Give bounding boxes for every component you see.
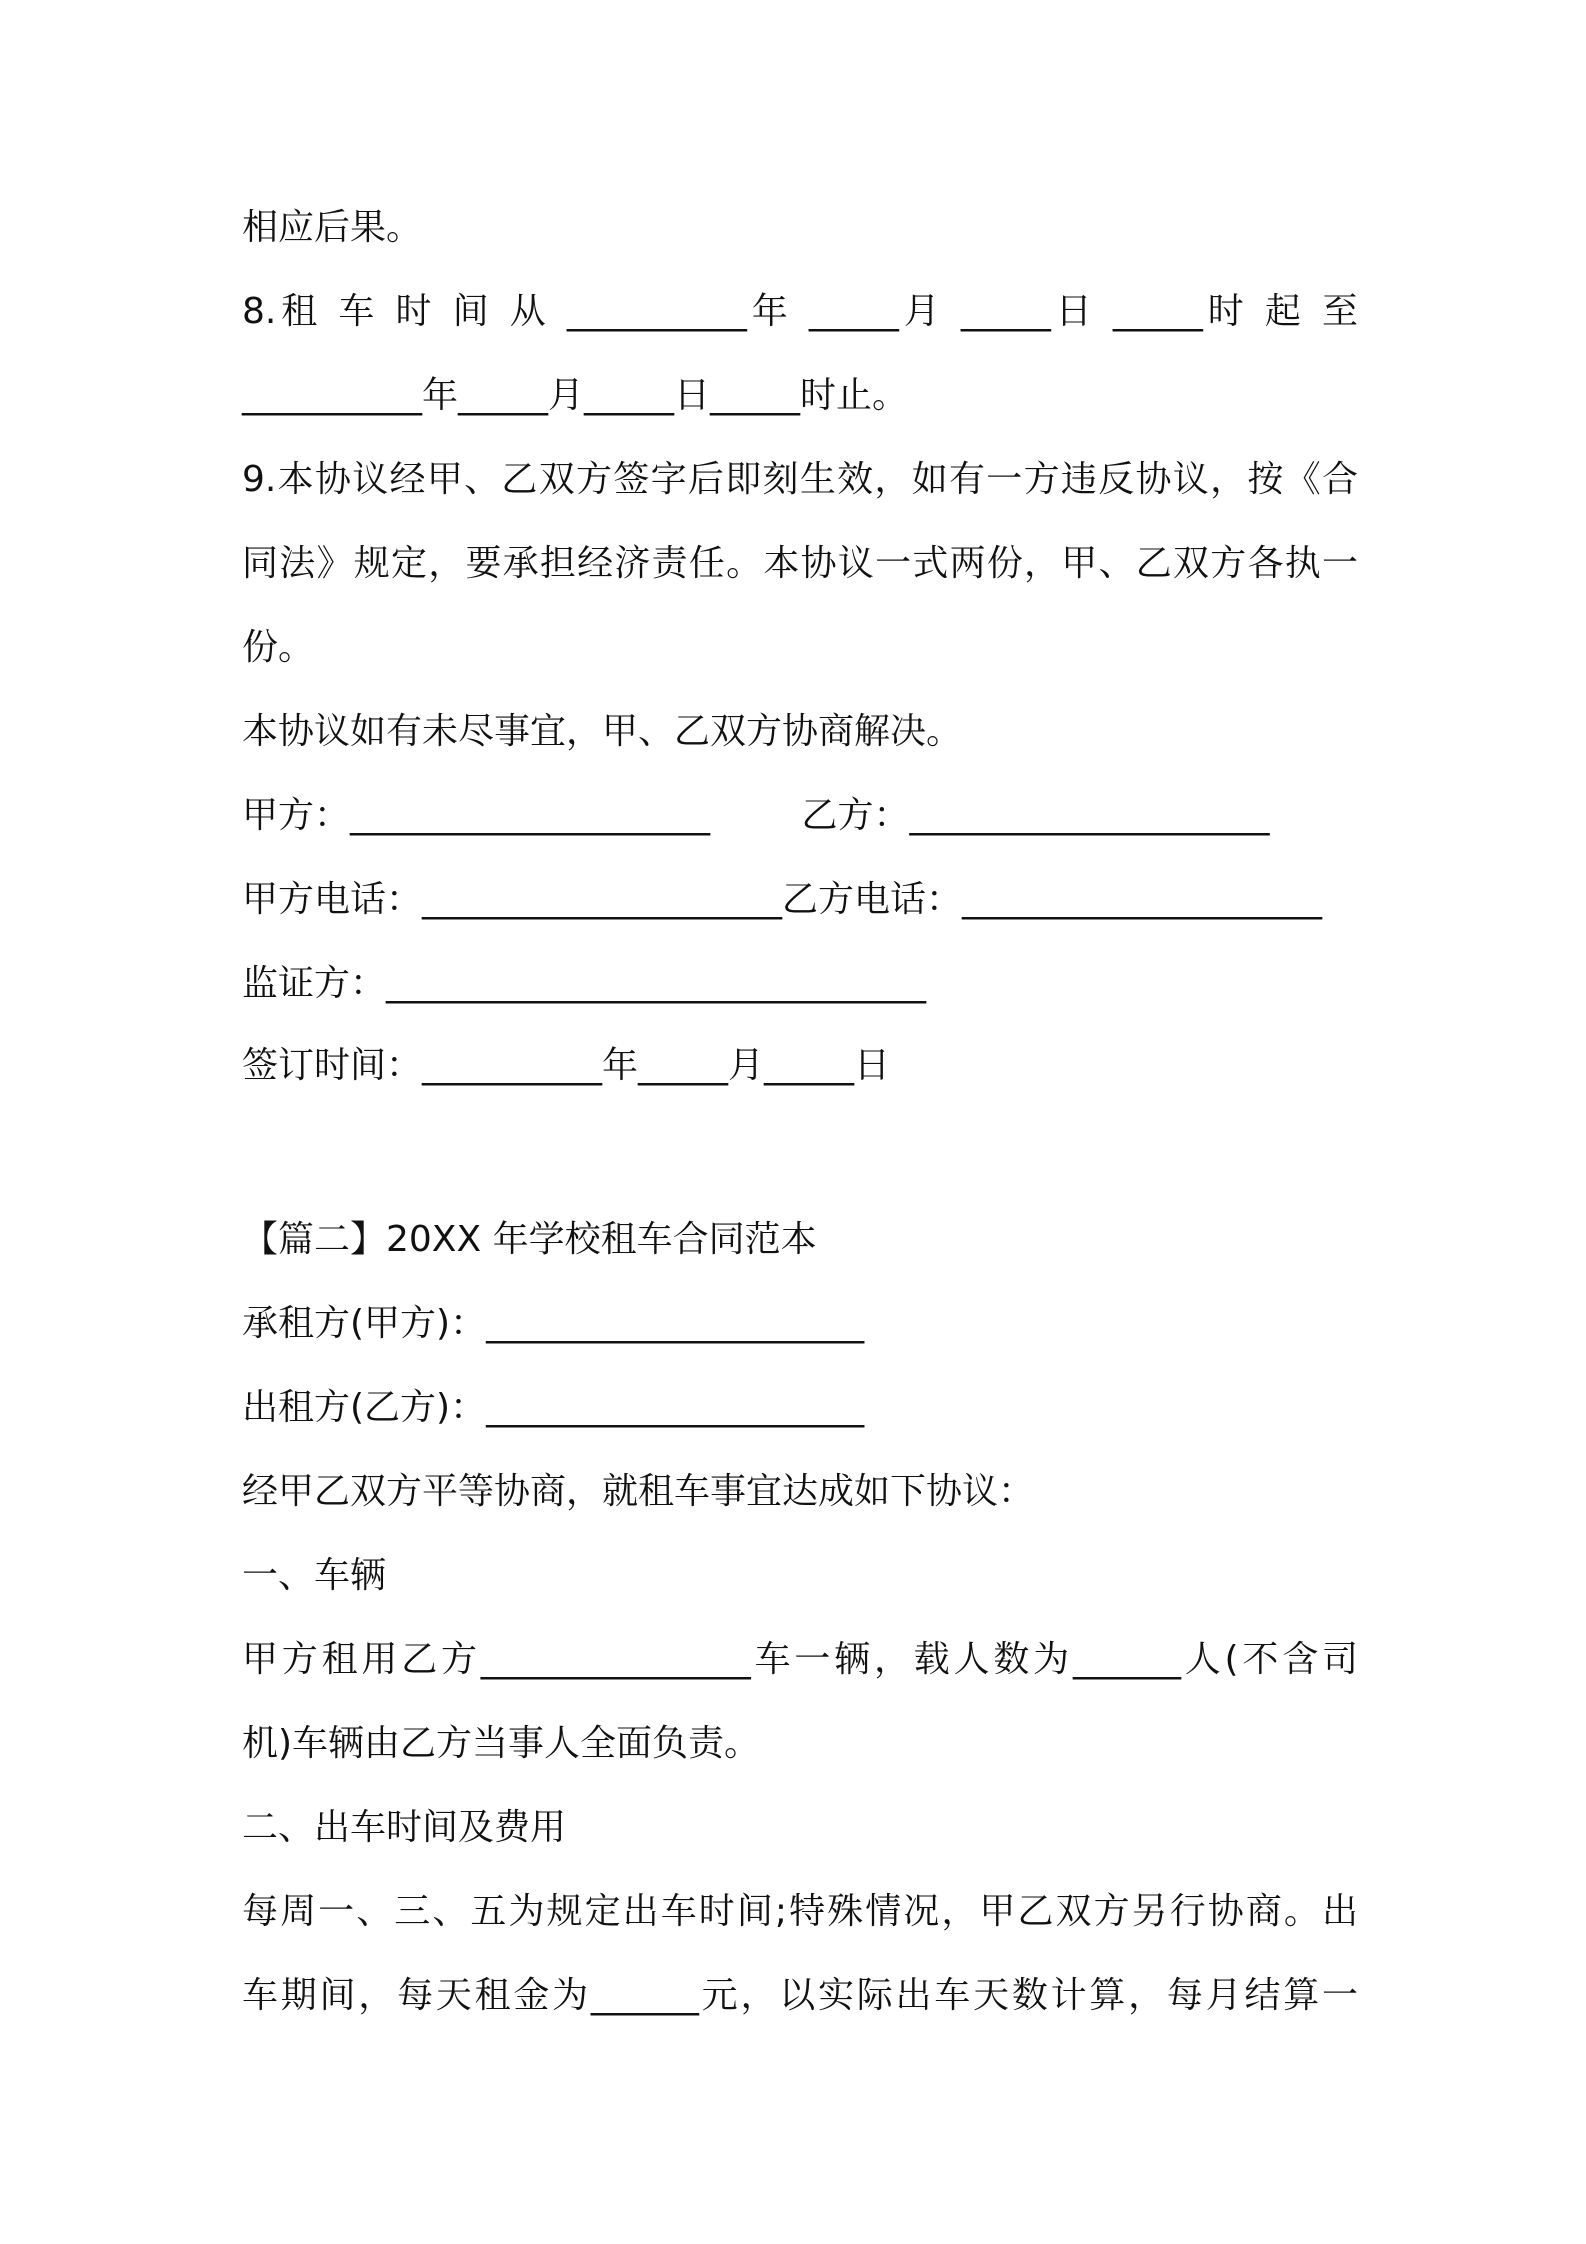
lessor-party-b-line: 出租方(乙方)：_____________________: [242, 1387, 865, 1428]
signing-date-line: 签订时间：__________年_____月_____日: [242, 1045, 891, 1086]
clause-9-line-2: 同法》规定，要承担经济责任。本协议一式两份，甲、乙双方各执一: [242, 543, 1358, 584]
vehicle-clause-line-2: 机)车辆由乙方当事人全面负责。: [242, 1723, 761, 1764]
witness-line: 监证方：______________________________: [242, 963, 927, 1004]
clause-8-rental-period-line-1: 8.租 车 时 间 从 __________年 _____月 _____日 _____时 起 至: [242, 291, 1359, 332]
fees-clause-line-2: 车期间，每天租金为______元，以实际出车天数计算，每月结算一: [242, 1975, 1358, 2016]
party-signature-line: 甲方：____________________ 乙方：____________________: [242, 795, 1270, 836]
clause-9-line-3: 份。: [242, 627, 315, 668]
lessee-party-a-line: 承租方(甲方)：_____________________: [242, 1303, 865, 1344]
section-title-part-two: 【篇二】20XX 年学校租车合同范本: [242, 1219, 817, 1260]
clause-8-rental-period-line-2: __________年_____月_____日_____时止。: [242, 375, 909, 416]
section-heading-time-and-fees: 二、出车时间及费用: [242, 1807, 567, 1848]
agreement-intro-text: 经甲乙双方平等协商，就租车事宜达成如下协议：: [242, 1471, 1035, 1512]
party-phone-line: 甲方电话：____________________乙方电话：____________________: [242, 879, 1323, 920]
clause-9-line-1: 9.本协议经甲、乙双方签字后即刻生效，如有一方违反协议，按《合: [242, 459, 1358, 500]
section-heading-vehicle: 一、车辆: [242, 1555, 387, 1596]
fees-clause-line-1: 每周一、三、五为规定出车时间;特殊情况，甲乙双方另行协商。出: [242, 1891, 1358, 1932]
text-line-consequence: 相应后果。: [242, 207, 423, 248]
vehicle-clause-line-1: 甲方租用乙方_______________车一辆，载人数为______人(不含司: [242, 1639, 1358, 1680]
unresolved-matters-text: 本协议如有未尽事宜，甲、乙双方协商解决。: [242, 711, 963, 752]
